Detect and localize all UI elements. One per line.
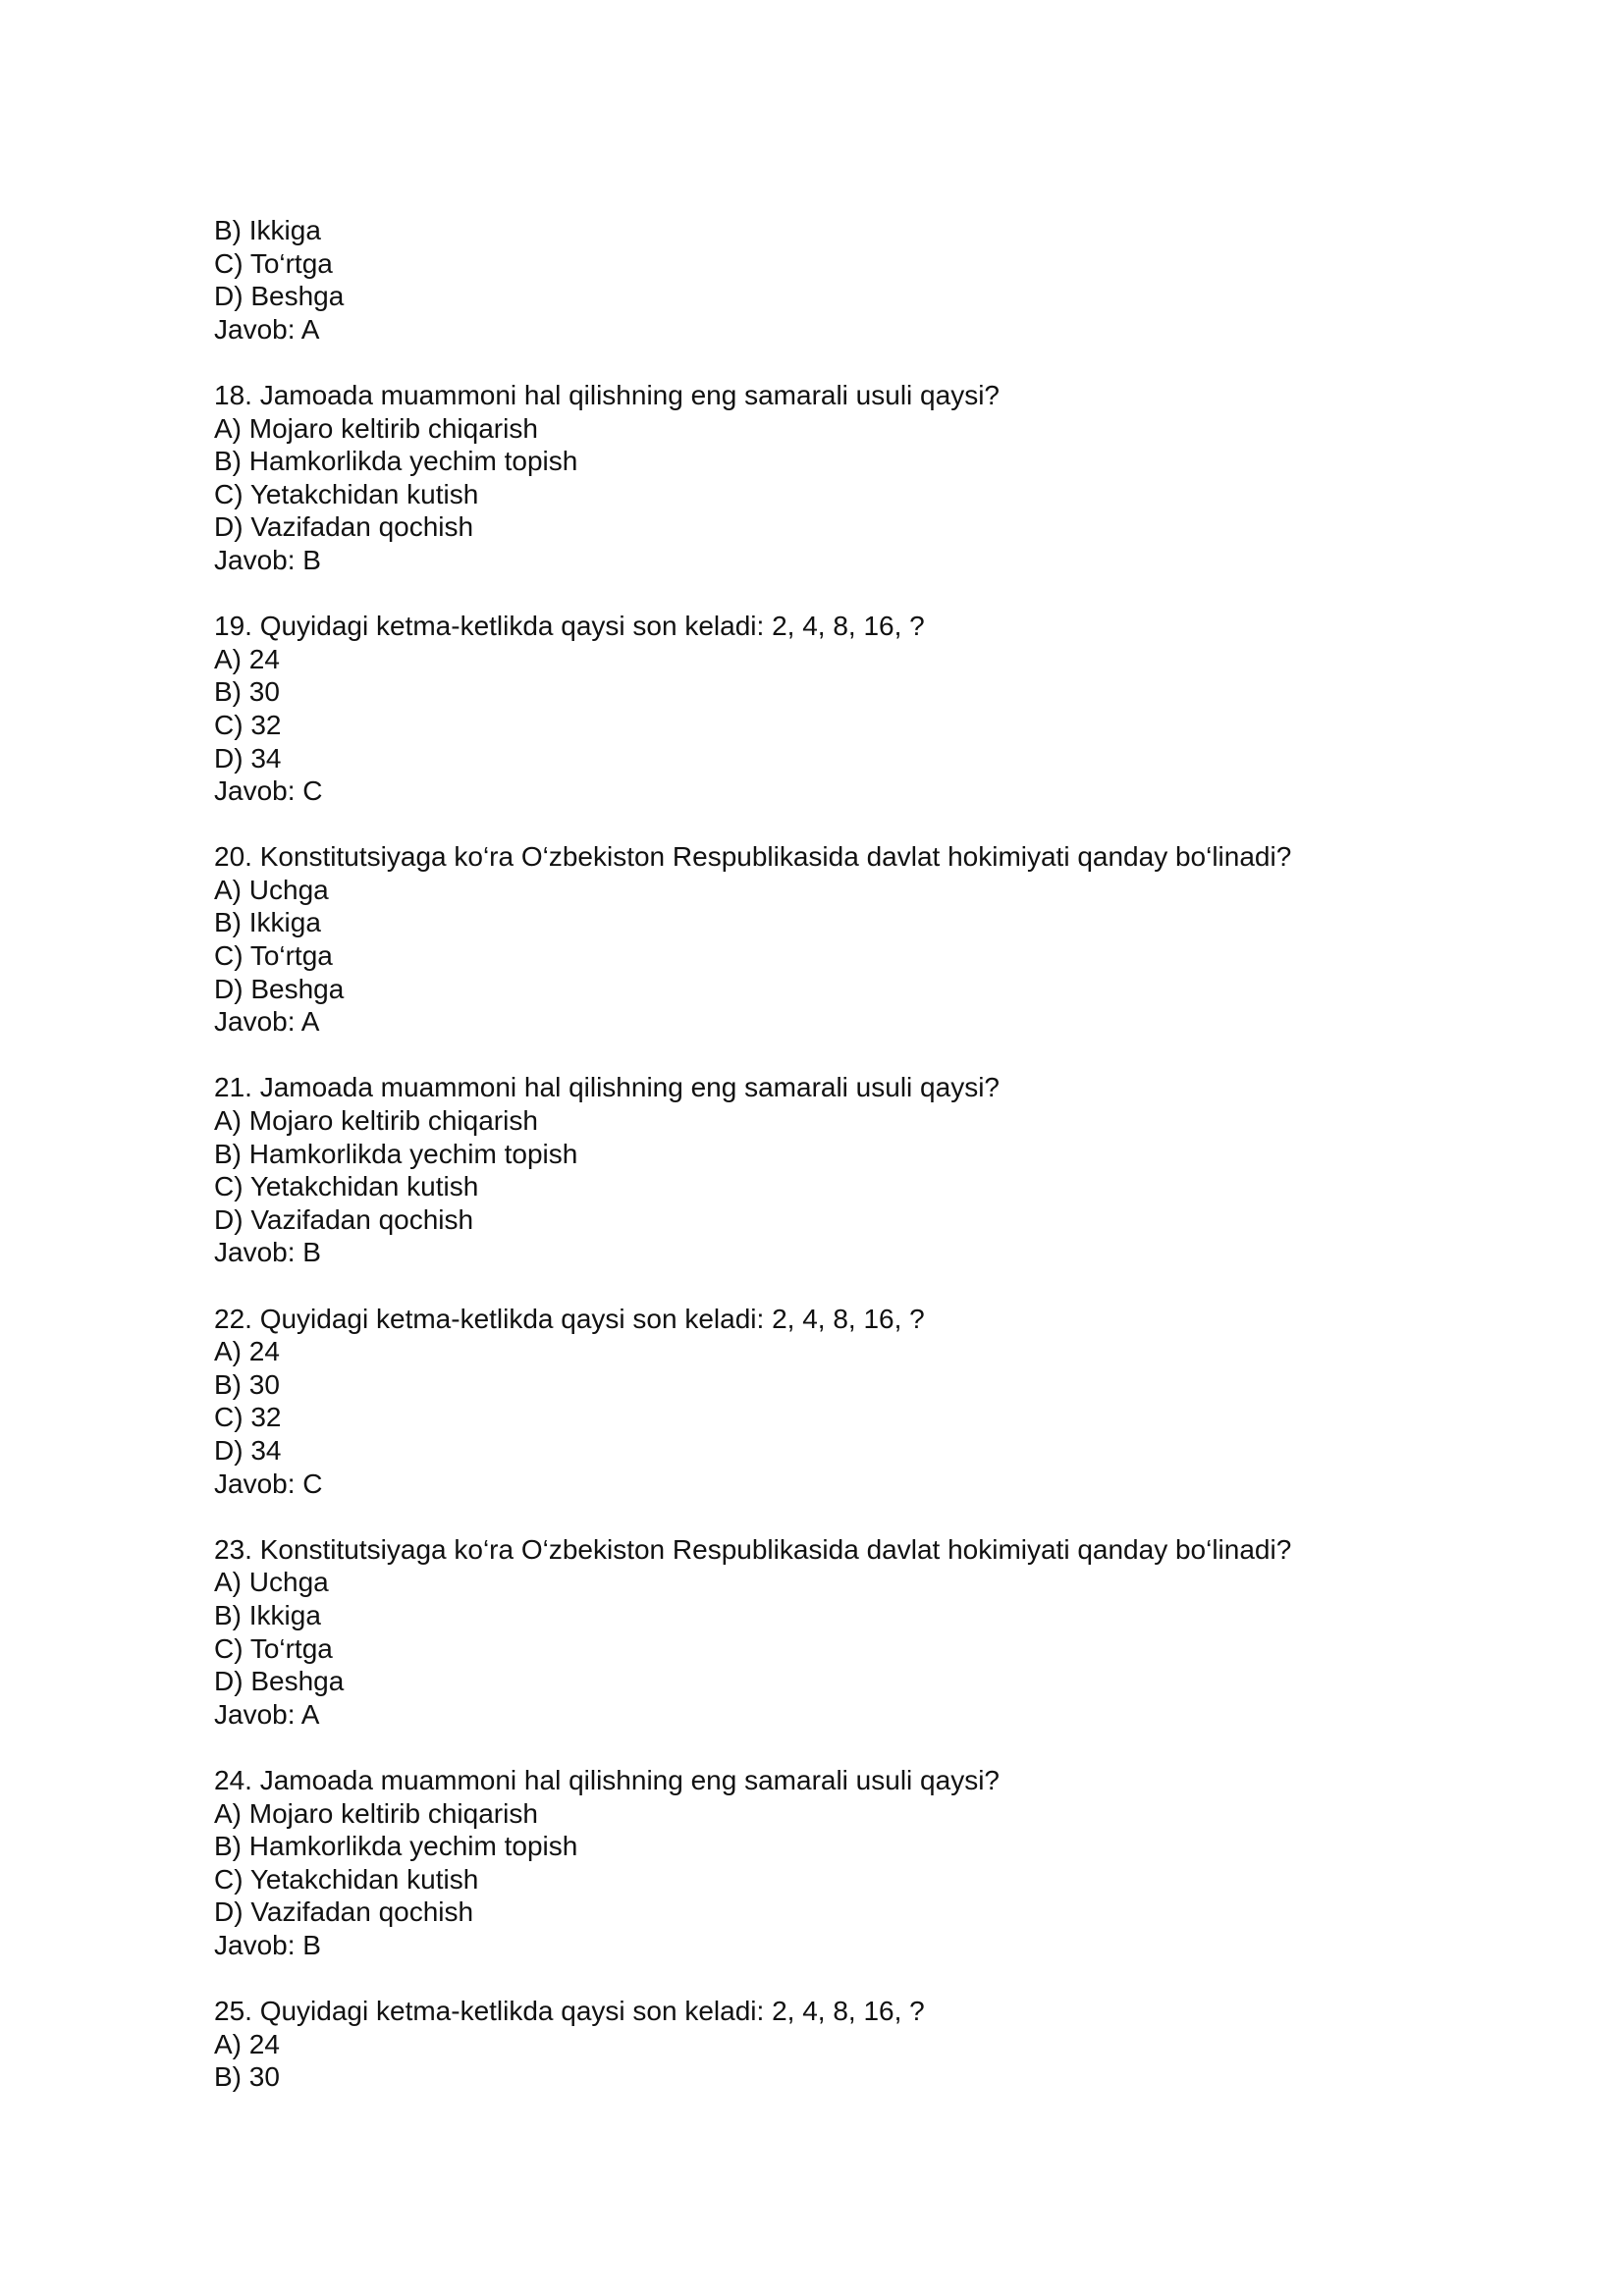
option-b: B) 30 (214, 2061, 280, 2093)
option-a: A) Uchga (214, 874, 329, 905)
question-block (214, 840, 1490, 1039)
answer-line: Javob: C (214, 1468, 323, 1499)
question-block (214, 379, 1490, 577)
question-text: 24. Jamoada muammoni hal qilishning eng samarali usuli qaysi? (214, 1764, 1000, 1795)
option-d: D) Beshga (214, 973, 345, 1004)
answer-line: Javob: B (214, 1929, 321, 1960)
option-c: C) Yetakchidan kutish (214, 1863, 479, 1895)
option-c: C) To‘rtga (214, 940, 333, 972)
answer-line: Javob: A (214, 1698, 320, 1730)
option-c: C) To‘rtga (214, 247, 333, 279)
option-b: B) Hamkorlikda yechim topish (214, 1831, 578, 1862)
question-text: 18. Jamoada muammoni hal qilishning eng samarali usuli qaysi? (214, 379, 1000, 410)
block-gap (214, 577, 1490, 611)
option-c: C) To‘rtga (214, 1632, 333, 1664)
option-c: C) 32 (214, 1402, 282, 1433)
question-text: 19. Quyidagi ketma-ketlikda qaysi son keladi: 2, 4, 8, 16, ? (214, 611, 925, 642)
block-gap (214, 1269, 1490, 1303)
option-d: D) Vazifadan qochish (214, 1203, 474, 1235)
block-gap (214, 808, 1490, 841)
block-gap (214, 1039, 1490, 1072)
question-block (214, 1533, 1490, 1732)
question-text: 21. Jamoada muammoni hal qilishning eng samarali usuli qaysi? (214, 1072, 1000, 1103)
option-c: C) Yetakchidan kutish (214, 1171, 479, 1202)
option-d: D) Beshga (214, 1666, 345, 1697)
option-a: A) 24 (214, 1336, 280, 1367)
option-a: A) Mojaro keltirib chiqarish (214, 1797, 538, 1829)
option-d: D) 34 (214, 742, 282, 774)
block-gap (214, 1961, 1490, 1995)
option-b: B) Ikkiga (214, 1599, 321, 1630)
block-gap (214, 346, 1490, 379)
option-d: D) Vazifadan qochish (214, 511, 474, 543)
document-page (214, 214, 1490, 2094)
option-b: B) Ikkiga (214, 215, 321, 245)
option-a: A) Mojaro keltirib chiqarish (214, 412, 538, 444)
question-text: 25. Quyidagi ketma-ketlikda qaysi son keladi: 2, 4, 8, 16, ? (214, 1996, 925, 2027)
option-a: A) Mojaro keltirib chiqarish (214, 1105, 538, 1137)
question-block (214, 610, 1490, 808)
answer-line: Javob: A (214, 313, 320, 345)
option-a: A) Uchga (214, 1567, 329, 1598)
question-text: 23. Konstitutsiyaga ko‘ra O‘zbekiston Respublikasida davlat hokimiyati qanday bo‘linadi? (214, 1533, 1292, 1565)
answer-line: Javob: B (214, 1237, 321, 1268)
option-c: C) 32 (214, 709, 282, 740)
question-text: 22. Quyidagi ketma-ketlikda qaysi son keladi: 2, 4, 8, 16, ? (214, 1303, 925, 1334)
question-block (214, 1303, 1490, 1501)
option-d: D) Vazifadan qochish (214, 1896, 474, 1928)
option-a: A) 24 (214, 643, 280, 674)
block-gap (214, 1731, 1490, 1764)
question-block (214, 1071, 1490, 1269)
option-b: B) Ikkiga (214, 907, 321, 938)
option-b: B) Hamkorlikda yechim topish (214, 1138, 578, 1169)
answer-line: Javob: C (214, 775, 323, 807)
option-d: D) Beshga (214, 281, 345, 312)
option-a: A) 24 (214, 2028, 280, 2059)
option-b: B) Hamkorlikda yechim topish (214, 446, 578, 477)
answer-line: Javob: B (214, 544, 321, 575)
question-block (214, 1764, 1490, 1962)
block-gap (214, 1500, 1490, 1533)
option-c: C) Yetakchidan kutish (214, 478, 479, 509)
question-block (214, 1995, 1490, 2094)
answer-line: Javob: A (214, 1006, 320, 1038)
option-b: B) 30 (214, 1368, 280, 1400)
question-text: 20. Konstitutsiyaga ko‘ra O‘zbekiston Respublikasida davlat hokimiyati qanday bo‘linadi? (214, 841, 1292, 873)
option-b: B) 30 (214, 676, 280, 708)
leading-fragment (214, 214, 1490, 346)
option-d: D) 34 (214, 1434, 282, 1466)
